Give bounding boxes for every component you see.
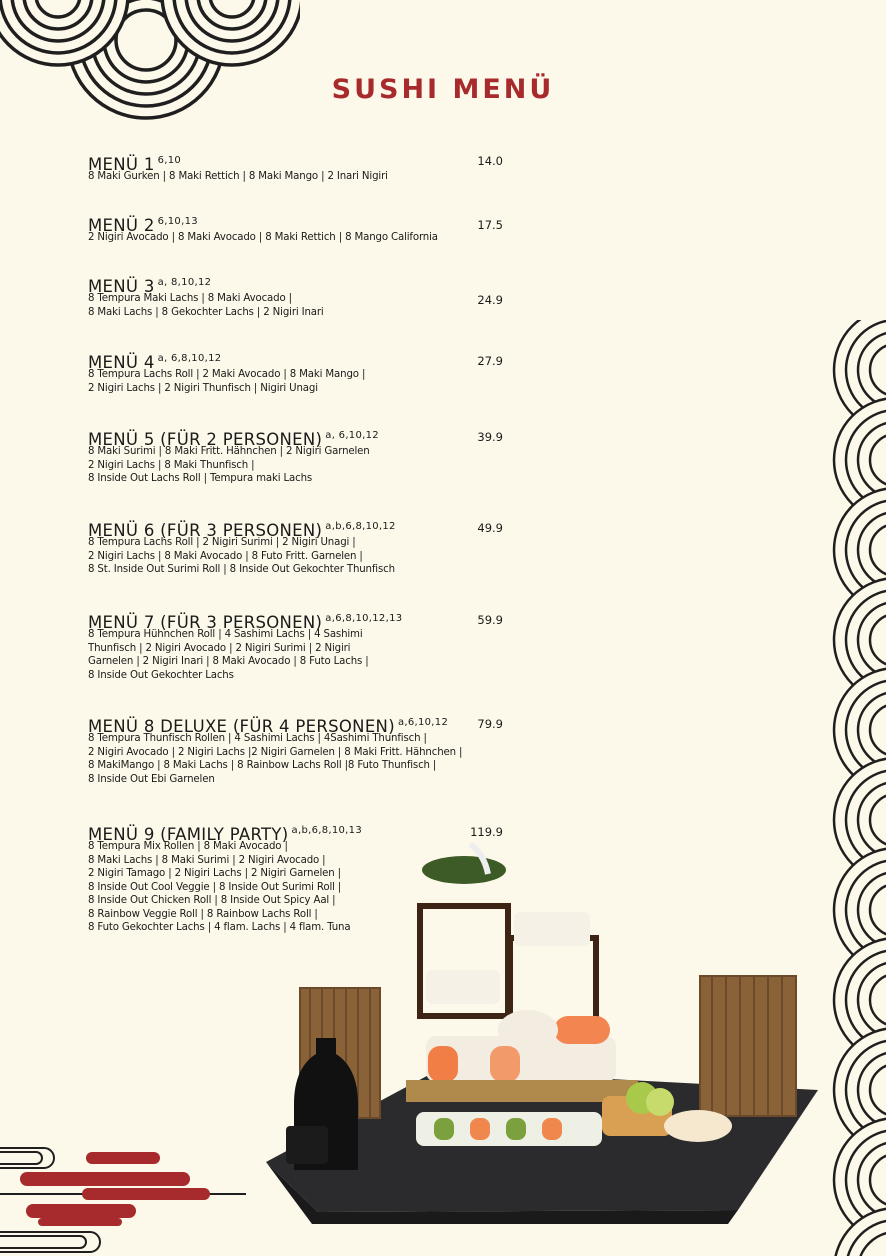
allergen-codes: 6,10 [157,155,182,166]
menu-item-4 [88,349,503,395]
allergen-codes: a,b,6,8,10,12 [325,521,396,532]
allergen-codes: a,6,10,12 [397,717,449,728]
item-description: 8 Tempura Maki Lachs | 8 Maki Avocado | 8 Maki Lachs | 8 Gekochter Lachs | 2 Nigiri Inari [88,293,324,318]
item-name: MENÜ 4 [88,353,155,372]
item-description: 2 Nigiri Avocado | 8 Maki Avocado | 8 Maki Rettich | 8 Mango California [88,232,438,243]
allergen-codes: 6,10,13 [157,216,198,227]
item-name: MENÜ 1 [88,155,155,174]
item-name: MENÜ 6 (FÜR 3 PERSONEN) [88,521,323,540]
allergen-codes: a,6,8,10,12,13 [325,613,403,624]
item-description: 8 Tempura Mix Rollen | 8 Maki Avocado | 8 Maki Lachs | 8 Maki Surimi | 2 Nigiri Avocado | 2 Nigiri Tamago | 2 Nigiri Lachs | 2 Nigiri Garnelen | 8 Inside Out Cool Veggie | 8 Inside Out Surimi Roll | 8 Inside Out Chicken Roll | 8 Inside Out Spicy Aal | 8 Rainbow Veggie Roll | 8 Rainbow Lachs Roll | 8 Futo Gekochter Lachs | 4 flam. Lachs | 4 flam. Tuna [88,841,351,933]
item-price: 27.9 [477,354,503,368]
allergen-codes: a, 6,10,12 [325,430,379,441]
item-price: 79.9 [477,717,503,731]
item-name: MENÜ 8 DELUXE (FÜR 4 PERSONEN) [88,717,395,736]
item-price: 17.5 [477,218,503,232]
cloud-stripes-bottom-left [0,1140,250,1256]
item-name: MENÜ 5 (FÜR 2 PERSONEN) [88,430,323,449]
item-name: MENÜ 2 [88,216,155,235]
item-name: MENÜ 7 (FÜR 3 PERSONEN) [88,613,323,632]
allergen-codes: a, 8,10,12 [157,277,212,288]
menu-item-6 [88,517,503,577]
menu-item-7 [88,609,503,682]
item-name: MENÜ 9 (FAMILY PARTY) [88,825,289,844]
allergen-codes: a, 6,8,10,12 [157,353,222,364]
item-price: 14.0 [477,154,503,168]
item-description: 8 Tempura Hühnchen Roll | 4 Sashimi Lachs | 4 Sashimi Thunfisch | 2 Nigiri Avocado | 2 Nigiri Surimi | 2 Nigiri Garnelen | 2 Nigiri Inari | 8 Maki Avocado | 8 Futo Lachs | 8 Inside Out Gekochter Lachs [88,629,369,681]
item-price: 119.9 [470,825,503,839]
menu-item-2 [88,212,503,245]
page-title: SUSHI MENÜ [331,74,555,105]
item-name: MENÜ 3 [88,277,155,296]
wave-pattern-right [824,320,886,1256]
item-description: 8 Maki Gurken | 8 Maki Rettich | 8 Maki Mango | 2 Inari Nigiri [88,171,388,182]
menu-item-3 [88,273,503,319]
allergen-codes: a,b,6,8,10,13 [291,825,362,836]
menu-item-5 [88,426,503,486]
menu-item-9 [88,821,503,935]
item-price: 59.9 [477,613,503,627]
item-price: 24.9 [477,293,503,307]
item-description: 8 Tempura Lachs Roll | 2 Nigiri Surimi | 2 Nigiri Unagi | 2 Nigiri Lachs | 8 Maki Avocado | 8 Futo Fritt. Garnelen | 8 St. Inside Out Surimi Roll | 8 Inside Out Gekochter Thunfisch [88,537,395,575]
wave-pattern-top-left [0,0,300,130]
menu-item-1 [88,151,503,184]
item-description: 8 Tempura Lachs Roll | 2 Maki Avocado | 8 Maki Mango | 2 Nigiri Lachs | 2 Nigiri Thunfisch | Nigiri Unagi [88,369,366,394]
menu-item-8 [88,713,503,786]
item-price: 39.9 [477,430,503,444]
item-price: 49.9 [477,521,503,535]
item-description: 8 Tempura Thunfisch Rollen | 4 Sashimi Lachs | 4Sashimi Thunfisch | 2 Nigiri Avocado | 2 Nigiri Lachs |2 Nigiri Garnelen | 8 Maki Fritt. Hähnchen | 8 MakiMango | 8 Maki Lachs | 8 Rainbow Lachs Roll |8 Futo Thunfisch | 8 Inside Out Ebi Garnelen [88,733,463,785]
item-description: 8 Maki Surimi | 8 Maki Fritt. Hähnchen | 2 Nigiri Garnelen 2 Nigiri Lachs | 8 Maki Thunfisch | 8 Inside Out Lachs Roll | Tempura maki Lachs [88,446,370,484]
